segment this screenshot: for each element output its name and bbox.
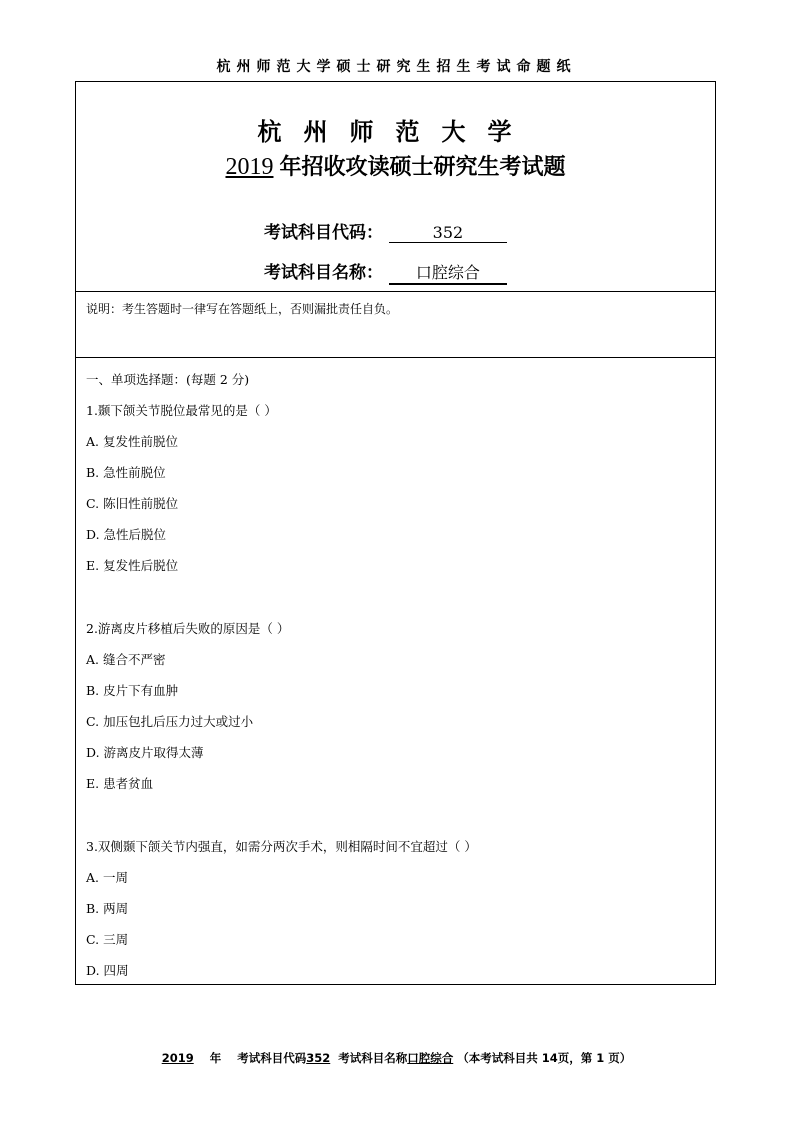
answer-option: D. 急性后脱位: [86, 527, 167, 542]
question-stem: 2.游离皮片移植后失败的原因是（ ）: [86, 621, 290, 636]
university-name: 杭州师范大学: [257, 118, 534, 146]
footer-code-label: 考试科目代码: [237, 1051, 307, 1065]
code-label: 考试科目代码：: [264, 223, 383, 243]
question-stem: 1.颞下颌关节脱位最常见的是（ ）: [86, 403, 277, 418]
footer-code: 352: [306, 1051, 331, 1065]
answer-option: B. 急性前脱位: [86, 465, 166, 480]
subject-row: [264, 258, 507, 285]
page-header: 杭州师范大学硕士研究生招生考试命题纸: [216, 59, 577, 75]
answer-option: A. 复发性前脱位: [86, 434, 178, 449]
exam-title-text: 年招收攻读硕士研究生考试题: [279, 155, 566, 180]
answer-option: B. 两周: [86, 901, 129, 916]
title-section: [76, 82, 715, 292]
instructions: 说明：考生答题时一律写在答题纸上，否则漏批责任自负。: [76, 292, 715, 358]
answer-option: D. 游离皮片取得太薄: [86, 745, 204, 760]
questions-section: [76, 358, 715, 992]
answer-option: A. 缝合不严密: [86, 652, 166, 667]
answer-option: E. 复发性后脱位: [86, 558, 179, 573]
footer-year-suffix: 年: [209, 1051, 222, 1065]
exam-title: [76, 150, 715, 181]
code-value: 352: [389, 223, 507, 243]
answer-option: C. 加压包扎后压力过大或过小: [86, 714, 254, 729]
subject-label: 考试科目名称：: [264, 263, 383, 283]
footer-subject-label: 考试科目名称: [338, 1051, 408, 1065]
section-heading: 一、单项选择题：(每题 2 分): [86, 372, 250, 387]
spacer: [86, 799, 705, 831]
subject-value: 口腔综合: [389, 260, 507, 285]
page-footer: [0, 1050, 793, 1066]
answer-option: A. 一周: [86, 870, 128, 885]
answer-option: B. 皮片下有血肿: [86, 683, 179, 698]
question-stem: 3.双侧颞下颌关节内强直，如需分两次手术，则相隔时间不宜超过（ ）: [86, 839, 477, 854]
footer-year: 2019: [161, 1051, 194, 1065]
exam-paper: [75, 81, 716, 985]
footer-subject: 口腔综合: [407, 1051, 454, 1065]
answer-option: D. 四周: [86, 963, 129, 978]
spacer: [86, 581, 705, 613]
year: 2019: [225, 154, 274, 180]
answer-option: E. 患者贫血: [86, 776, 154, 791]
answer-option: C. 三周: [86, 932, 129, 947]
answer-option: C. 陈旧性前脱位: [86, 496, 179, 511]
code-row: [264, 218, 507, 243]
footer-pages: （本考试科目共 14页，第 1 页）: [457, 1051, 632, 1065]
